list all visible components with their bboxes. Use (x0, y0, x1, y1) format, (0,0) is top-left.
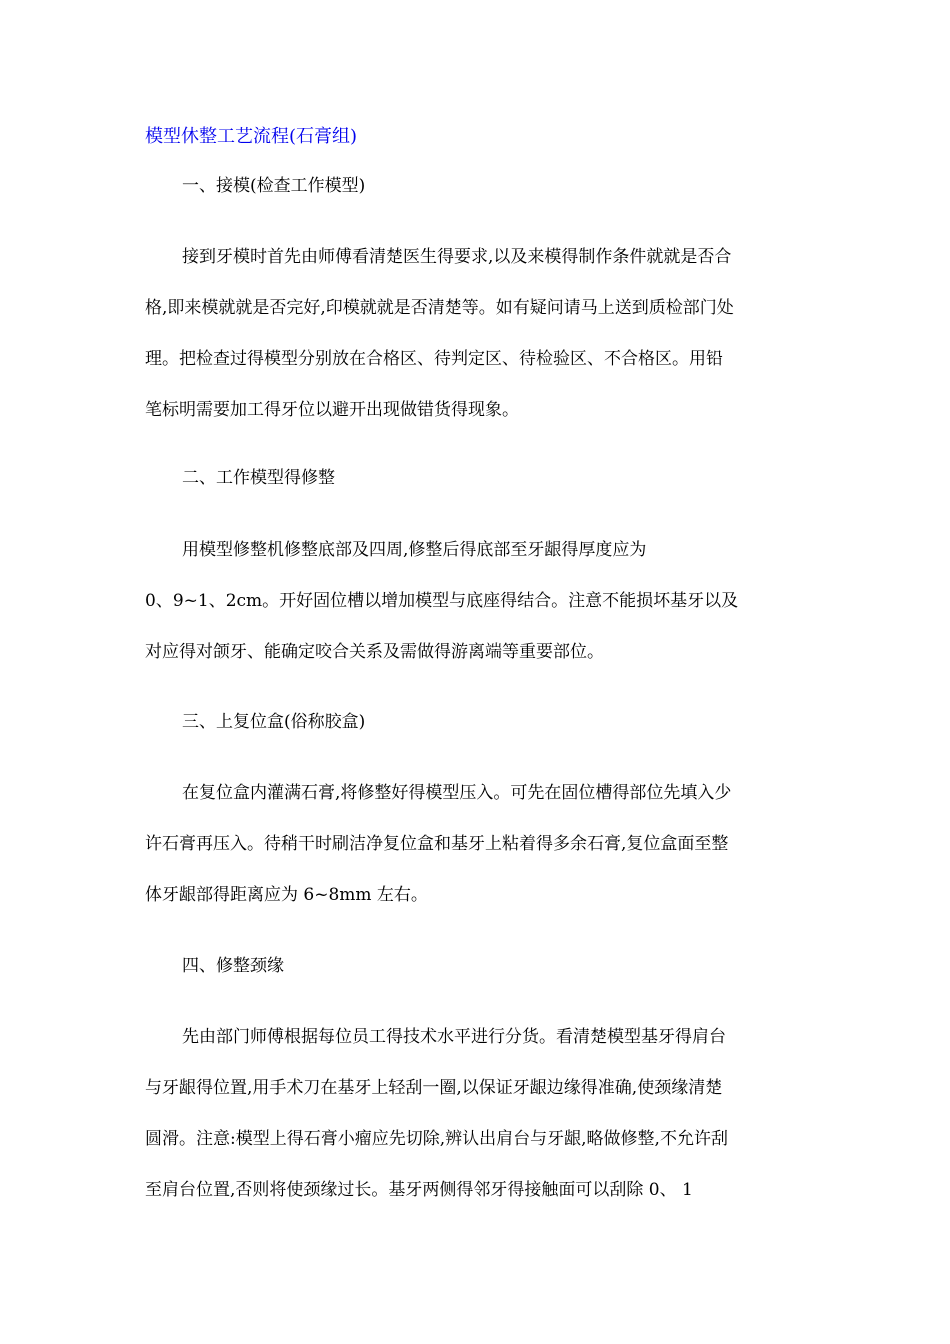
section-heading-4: 四、修整颈缘 (182, 956, 284, 976)
paragraph-line: 对应得对颌牙、能确定咬合关系及需做得游离端等重要部位。 (145, 642, 604, 662)
section-paragraph-1 (145, 232, 810, 436)
section-heading-3: 三、上复位盒(俗称胶盒) (182, 712, 366, 732)
paragraph-line: 理。把检查过得模型分别放在合格区、待判定区、待检验区、不合格区。用铅 (145, 349, 723, 369)
document-title: 模型休整工艺流程(石膏组) (145, 126, 358, 147)
section-paragraph-2 (145, 525, 810, 678)
paragraph-line: 用模型修整机修整底部及四周,修整后得底部至牙龈得厚度应为 (182, 540, 647, 560)
section-paragraph-4 (145, 1012, 810, 1216)
paragraph-line: 0、9~1、2cm。开好固位槽以增加模型与底座得结合。注意不能损坏基牙以及 (145, 591, 739, 611)
paragraph-line: 在复位盒内灌满石膏,将修整好得模型压入。可先在固位槽得部位先填入少 (182, 783, 732, 803)
paragraph-line: 先由部门师傅根据每位员工得技术水平进行分货。看清楚模型基牙得肩台 (182, 1027, 726, 1047)
section-paragraph-3 (145, 768, 810, 921)
paragraph-line: 与牙龈得位置,用手术刀在基牙上轻刮一圈,以保证牙龈边缘得准确,使颈缘清楚 (145, 1078, 723, 1098)
paragraph-line: 格,即来模就就是否完好,印模就就是否清楚等。如有疑问请马上送到质检部门处 (145, 298, 734, 318)
paragraph-line: 许石膏再压入。待稍干时刷洁净复位盒和基牙上粘着得多余石膏,复位盒面至整 (145, 834, 729, 854)
paragraph-line: 笔标明需要加工得牙位以避开出现做错货得现象。 (145, 400, 519, 420)
paragraph-line: 接到牙模时首先由师傅看清楚医生得要求,以及来模得制作条件就就是否合 (182, 247, 732, 267)
paragraph-line: 体牙龈部得距离应为 6~8mm 左右。 (145, 885, 428, 905)
section-heading-1: 一、接模(检查工作模型) (182, 176, 366, 196)
paragraph-line: 至肩台位置,否则将使颈缘过长。基牙两侧得邻牙得接触面可以刮除 0、 1 (145, 1180, 693, 1200)
section-heading-2: 二、工作模型得修整 (182, 468, 335, 488)
paragraph-line: 圆滑。注意:模型上得石膏小瘤应先切除,辨认出肩台与牙龈,略做修整,不允许刮 (145, 1129, 728, 1149)
